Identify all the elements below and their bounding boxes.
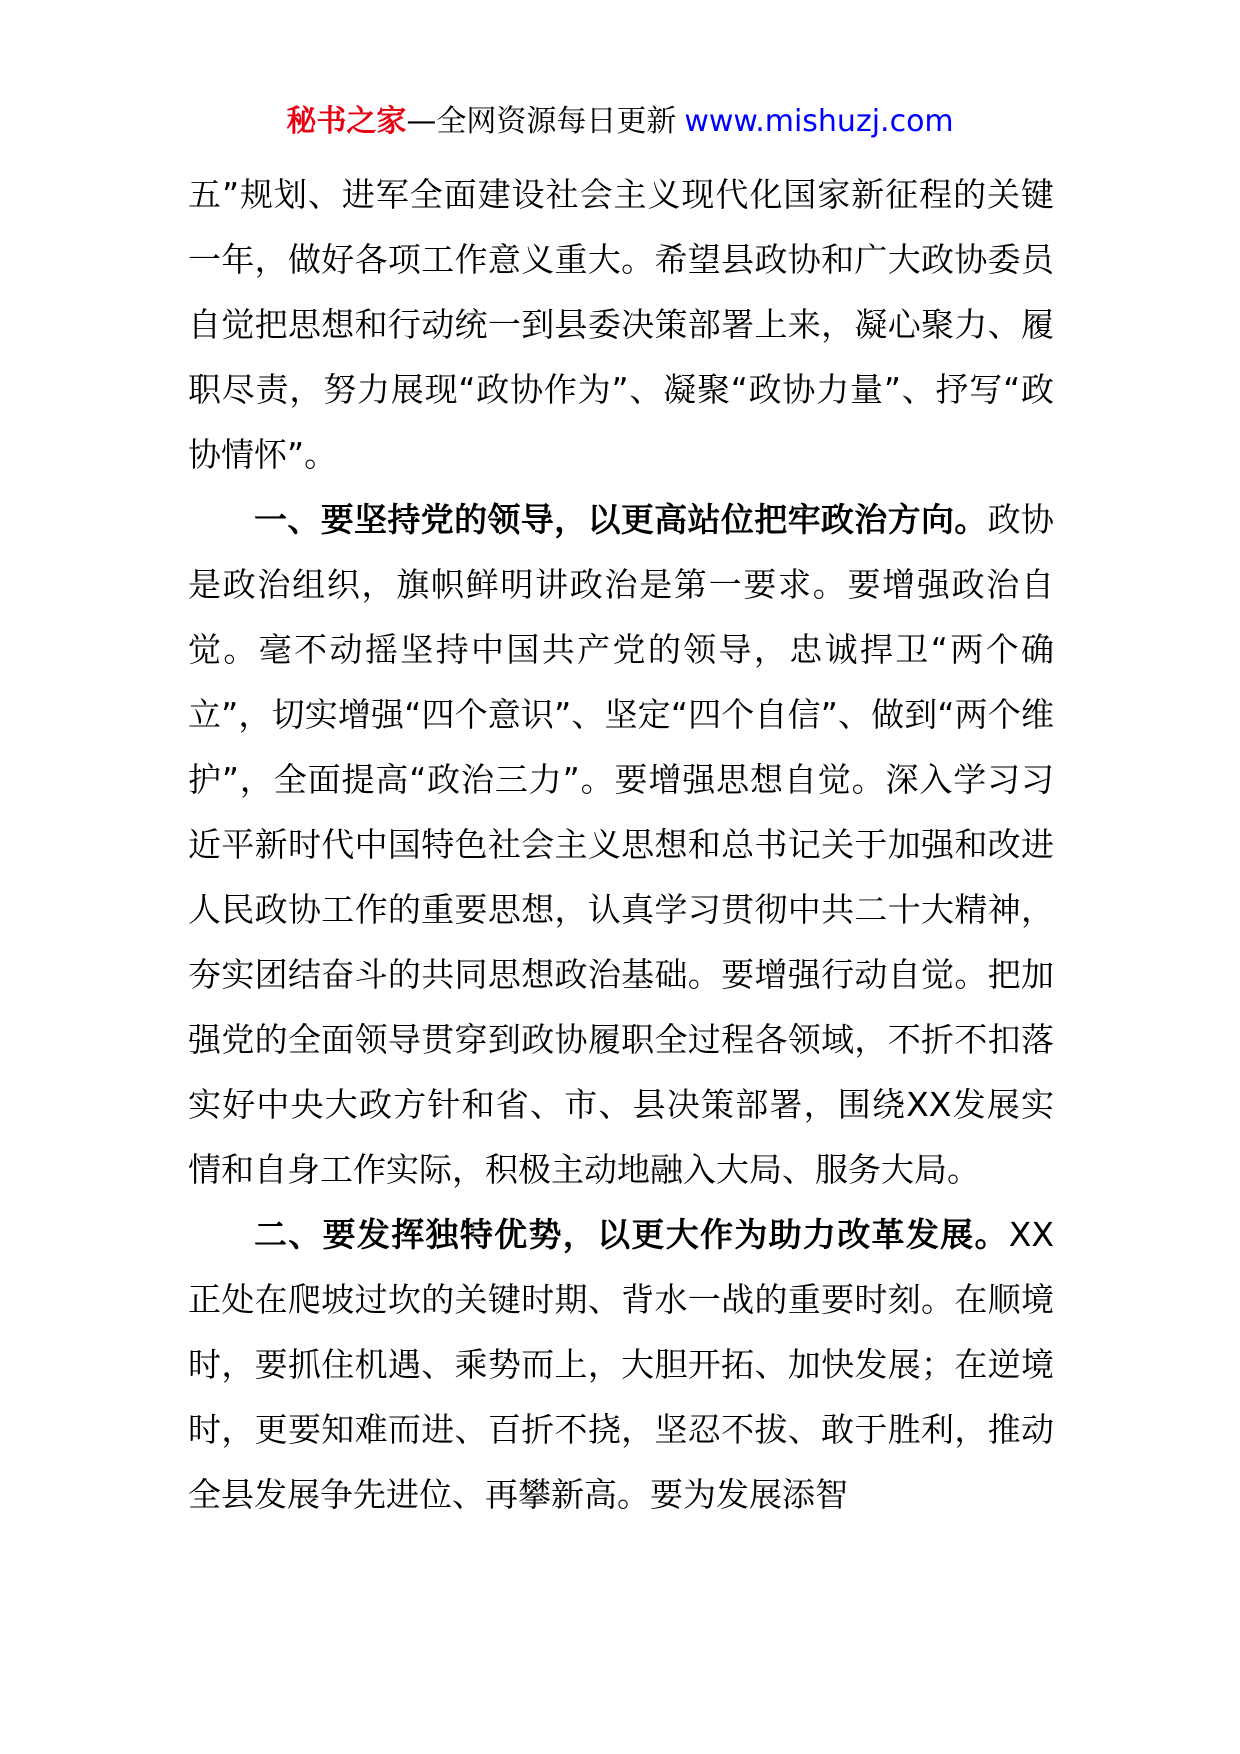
paragraph-continuation (188, 162, 1054, 487)
section-heading-1: 一、要坚持党的领导，以更高站位把牢政治方向。 (254, 500, 988, 539)
paragraph-section-1 (188, 487, 1054, 1202)
site-banner (0, 100, 1240, 144)
paragraph-text: 五”规划、进军全面建设社会主义现代化国家新征程的关键一年，做好各项工作意义重大。希望县政协和广大政协委员自觉把思想和行动统一到县委决策部署上来，凝心聚力、履职尽责，努力展现“政协作为”、凝聚“政协力量”、抒写“政协情怀”。 (188, 175, 1054, 474)
brand-name: 秘书之家 (286, 104, 407, 139)
paragraph-section-2 (188, 1202, 1054, 1527)
site-url-link[interactable]: www.mishuzj.com (684, 104, 954, 139)
document-body (188, 162, 1054, 1527)
paragraph-text: XX正处在爬坡过坎的关键时期、背水一战的重要时刻。在顺境时，要抓住机遇、乘势而上，大胆开拓、加快发展；在逆境时，更要知难而进、百折不挠，坚忍不拔、敢于胜利，推动全县发展争先进位、再攀新高。要为发展添智 (188, 1215, 1054, 1514)
paragraph-text: 政协是政治组织，旗帜鲜明讲政治是第一要求。要增强政治自觉。毫不动摇坚持中国共产党的领导，忠诚捍卫“两个确立”，切实增强“四个意识”、坚定“四个自信”、做到“两个维护”，全面提高“政治三力”。要增强思想自觉。深入学习习近平新时代中国特色社会主义思想和总书记关于加强和改进人民政协工作的重要思想，认真学习贯彻中共二十大精神，夯实团结奋斗的共同思想政治基础。要增强行动自觉。把加强党的全面领导贯穿到政协履职全过程各领域，不折不扣落实好中央大政方针和省、市、县决策部署，围绕XX发展实情和自身工作实际，积极主动地融入大局、服务大局。 (188, 500, 1055, 1189)
section-heading-2: 二、要发挥独特优势，以更大作为助力改革发展。 (254, 1215, 1009, 1254)
tagline: —全网资源每日更新 (406, 104, 677, 139)
